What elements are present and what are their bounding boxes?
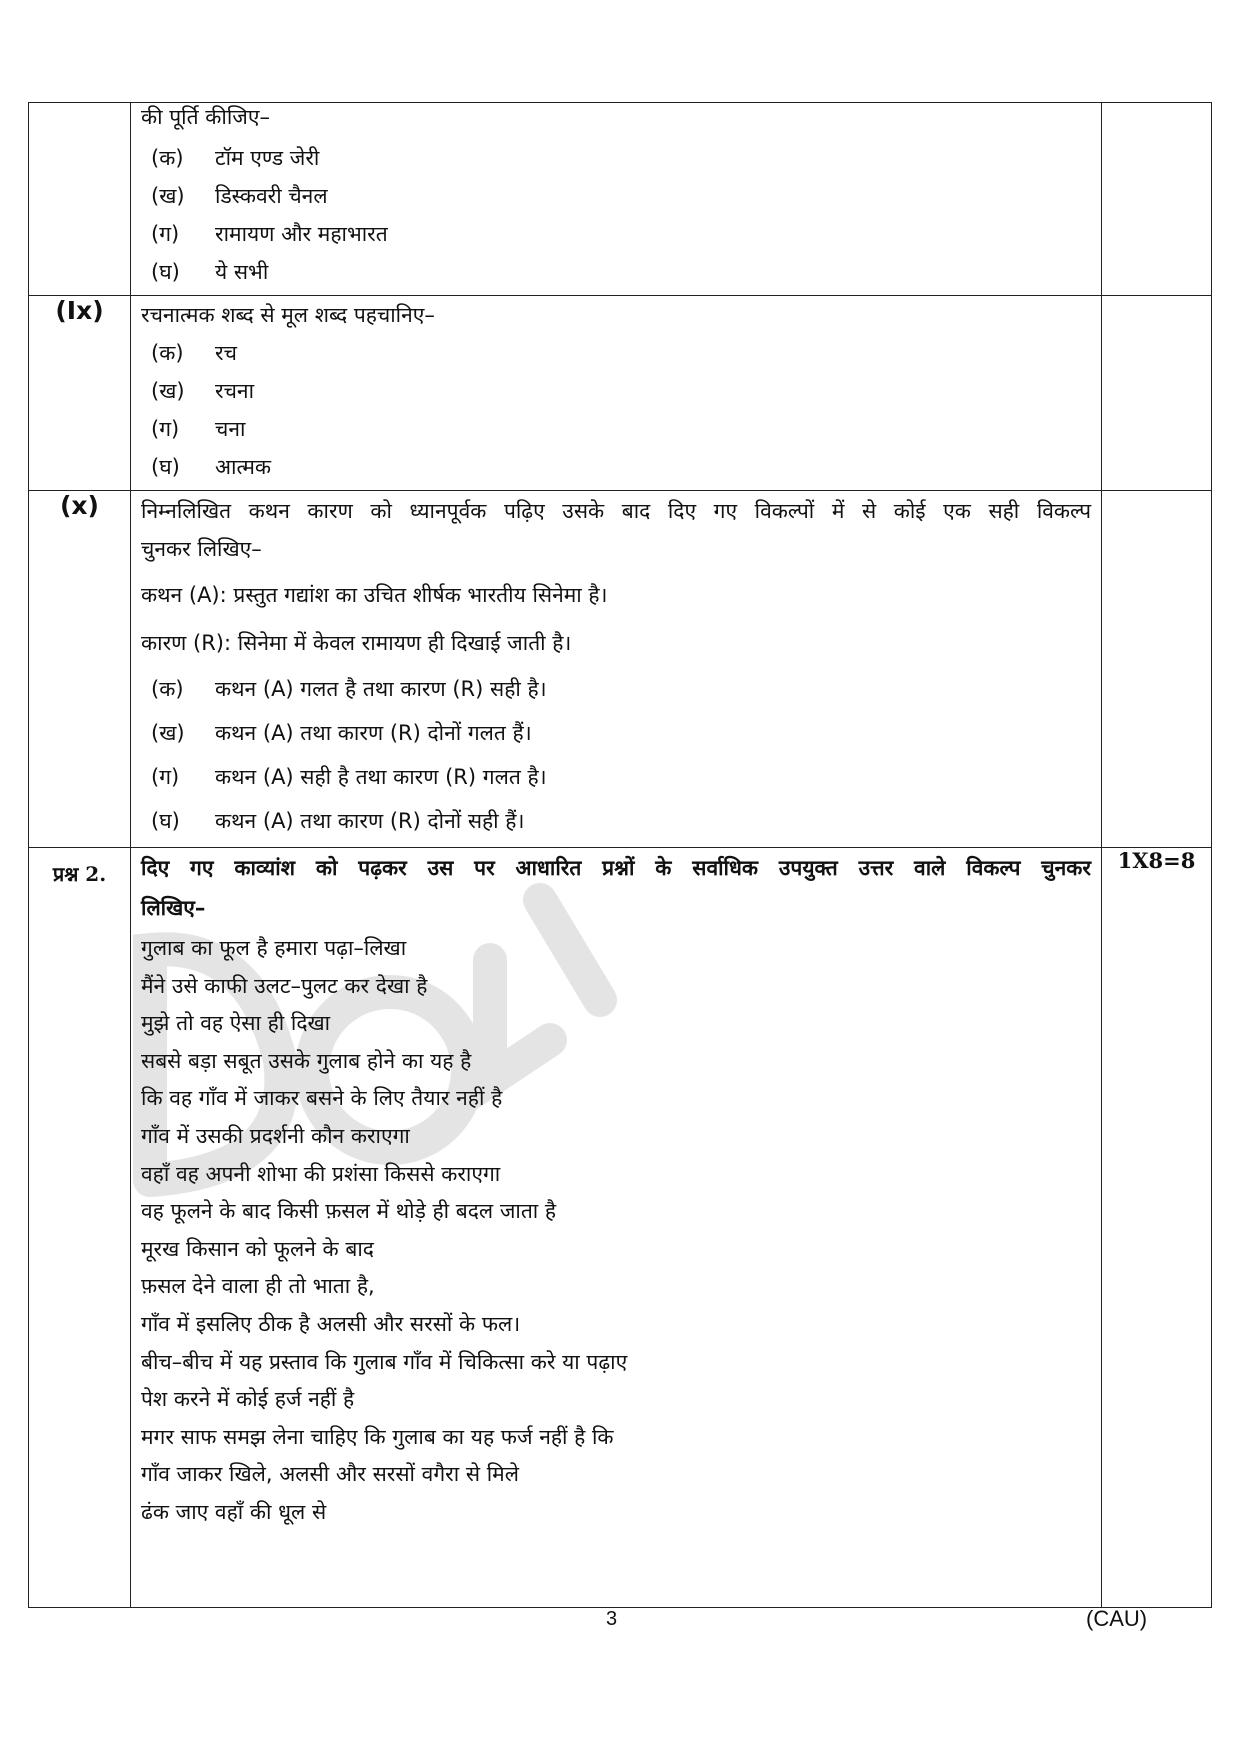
option-gha: (घ) आत्मक (151, 455, 272, 479)
question-body-cell (131, 491, 1102, 848)
option-kha: (ख) डिस्कवरी चैनल (151, 184, 328, 208)
poem-line: वहाँ वह अपनी शोभा की प्रशंसा किससे कराएगा (141, 1161, 501, 1186)
poem-line: गाँव में उसकी प्रदर्शनी कौन कराएगा (141, 1123, 410, 1148)
poem-line: पेश करने में कोई हर्ज नहीं है (141, 1387, 355, 1412)
option-kha: (ख) कथन (A) तथा कारण (R) दोनों गलत हैं। (151, 721, 532, 745)
poem-line: वह फूलने के बाद किसी फ़सल में थोड़े ही बदल जाता है (141, 1199, 557, 1224)
instruction-line-2: लिखिए– (141, 896, 206, 920)
instruction-line-1: दिए गए काव्यांश को पढ़कर उस पर आधारित प्रश्नों के सर्वाधिक उपयुक्त उत्तर वाले विकल्प चुनकर (141, 856, 1091, 880)
poem-line: सबसे बड़ा सबूत उसके गुलाब होने का यह है (141, 1048, 472, 1073)
marks-value: 1X8=8 (1102, 848, 1212, 1608)
question-stem: की पूर्ति कीजिए– (141, 105, 270, 129)
option-gha: (घ) कथन (A) तथा कारण (R) दोनों सही हैं। (151, 809, 525, 833)
question-row-9 (29, 296, 1212, 491)
option-ka: (क) रच (151, 341, 237, 365)
poem-block (141, 930, 1091, 1532)
reason-text: कारण (R): सिनेमा में केवल रामायण ही दिखाई जाती है। (141, 631, 572, 655)
marks-cell (1102, 296, 1212, 491)
poem-line: ढंक जाए वहाँ की धूल से (141, 1499, 327, 1524)
option-ga: (ग) चना (151, 417, 246, 441)
question-stem-line-2: चुनकर लिखिए– (141, 537, 262, 561)
poem-line: कि वह गाँव में जाकर बसने के लिए तैयार नहीं है (141, 1086, 503, 1111)
paper-code: (CAU) (1086, 1606, 1148, 1631)
option-gha: (घ) ये सभी (151, 260, 269, 284)
question-number: (Ix) (29, 296, 131, 491)
option-kha: (ख) रचना (151, 379, 255, 403)
poem-line: गुलाब का फूल है हमारा पढ़ा–लिखा (141, 936, 407, 960)
poem-line: मैंने उसे काफी उलट–पुलट कर देखा है (141, 973, 428, 998)
question-number: (x) (29, 491, 131, 848)
poem-line: मुझे तो वह ऐसा ही दिखा (141, 1011, 331, 1036)
question-table (28, 102, 1212, 1608)
marks-cell (1102, 491, 1212, 848)
question-number-cell (29, 103, 131, 296)
poem-line: मगर साफ समझ लेना चाहिए कि गुलाब का यह फर्ज नहीं है कि (141, 1424, 614, 1449)
marks-cell (1102, 103, 1212, 296)
page-number: 3 (606, 1608, 618, 1630)
poem-line: फ़सल देने वाला ही तो भाता है, (141, 1274, 375, 1299)
question-number: प्रश्न 2. (29, 848, 131, 1608)
poem-line: गाँव में इसलिए ठीक है अलसी और सरसों के फल। (141, 1311, 521, 1336)
poem-line: बीच–बीच में यह प्रस्ताव कि गुलाब गाँव में चिकित्सा करे या पढ़ाए (141, 1349, 628, 1374)
question-row-8-continued (29, 103, 1212, 296)
question-stem-line-1: निम्नलिखित कथन कारण को ध्यानपूर्वक पढ़िए उसके बाद दिए गए विकल्पों में से कोई एक सही विकल्प (141, 499, 1091, 523)
question-body-cell (131, 103, 1102, 296)
poem-line: गाँव जाकर खिले, अलसी और सरसों वगैरा से मिले (141, 1462, 519, 1487)
option-ka: (क) टॉम एण्ड जेरी (151, 146, 320, 170)
question-row-10 (29, 491, 1212, 848)
option-ga: (ग) रामायण और महाभारत (151, 222, 388, 246)
assertion-text: कथन (A): प्रस्तुत गद्यांश का उचित शीर्षक भारतीय सिनेमा है। (141, 583, 608, 607)
poem-line: मूरख किसान को फूलने के बाद (141, 1236, 374, 1261)
option-ga: (ग) कथन (A) सही है तथा कारण (R) गलत है। (151, 765, 547, 789)
question-row-2 (29, 848, 1212, 1608)
option-ka: (क) कथन (A) गलत है तथा कारण (R) सही है। (151, 677, 547, 701)
question-stem: रचनात्मक शब्द से मूल शब्द पहचानिए– (141, 303, 435, 327)
question-body-cell (131, 296, 1102, 491)
question-body-cell (131, 848, 1102, 1608)
